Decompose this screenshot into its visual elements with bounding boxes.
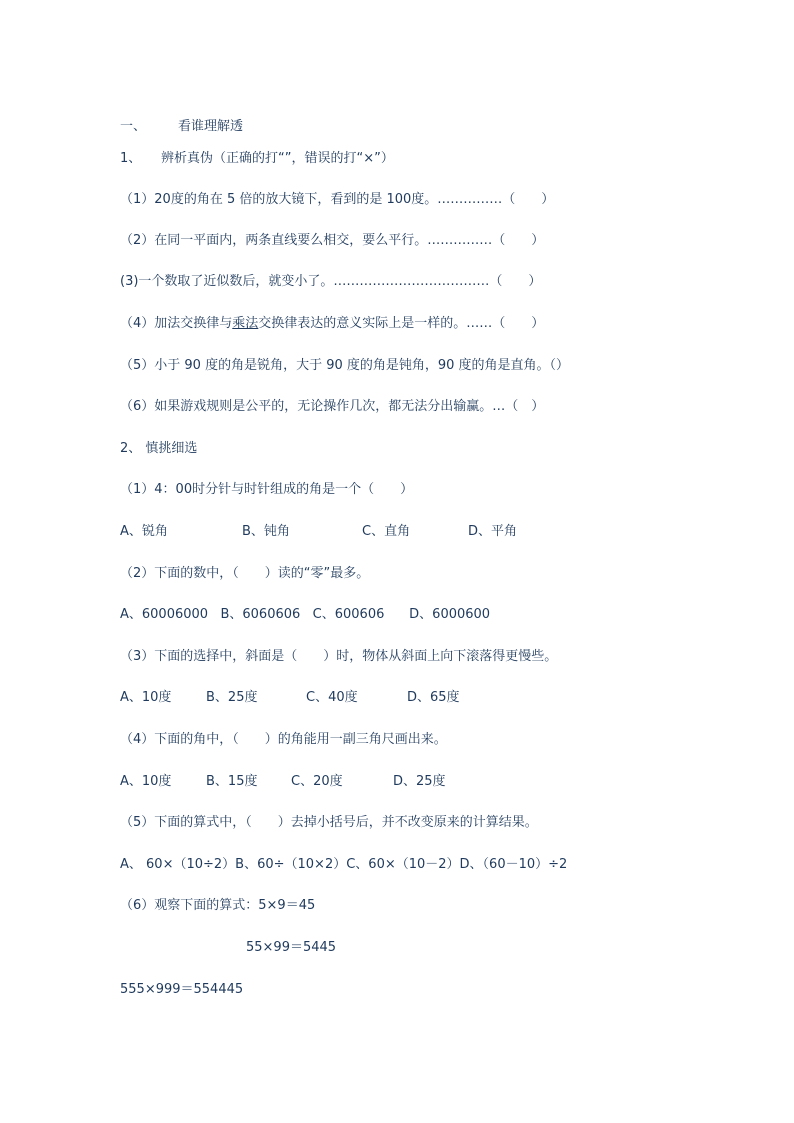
- q2-item-3: （3）下面的选择中，斜面是（ ）时，物体从斜面上向下滚落得更慢些。: [120, 649, 558, 664]
- q2-item-4: （4）下面的角中，（ ）的角能用一副三角尺画出来。: [120, 732, 447, 747]
- section1-number: 一、: [120, 119, 147, 134]
- option-c: C、20度: [291, 774, 343, 789]
- option-d: D、25度: [393, 774, 446, 789]
- q1-item-5: （5）小于 90 度的角是锐角，大于 90 度的角是钝角，90 度的角是直角。（）: [120, 358, 570, 373]
- q1-item-4: [120, 316, 544, 332]
- question2-title: 2、 慎挑细选: [120, 441, 198, 456]
- q1-item-2: （2）在同一平面内，两条直线要么相交，要么平行。……………（ ）: [120, 233, 545, 248]
- option-b: B、15度: [206, 774, 258, 789]
- option-c: C、40度: [306, 690, 358, 705]
- equation-2: 55×99＝5445: [246, 940, 337, 955]
- option-a: A、锐角: [120, 524, 168, 539]
- option-a: A、10度: [120, 690, 172, 705]
- equation-3: 555×999＝554445: [120, 982, 244, 997]
- q1-item-4-underlined: 乘法: [232, 316, 259, 331]
- option-a: A、10度: [120, 774, 172, 789]
- q2-item-1: （1）4：00时分针与时针组成的角是一个（ ）: [120, 482, 414, 497]
- option-d: D、平角: [468, 524, 518, 539]
- q2-options-5: A、 60×（10÷2）B、60÷（10×2）C、60×（10－2）D、（60－10）÷2: [120, 857, 568, 872]
- option-b: B、钝角: [242, 524, 290, 539]
- question1-title: 辨析真伪（正确的打“”，错误的打“×”）: [161, 151, 394, 166]
- question1-number: 1、: [120, 151, 142, 166]
- option-c: C、直角: [362, 524, 411, 539]
- q2-item-5: （5）下面的算式中，（ ）去掉小括号后，并不改变原来的计算结果。: [120, 815, 538, 830]
- q1-item-1: （1）20度的角在 5 倍的放大镜下，看到的是 100度。……………（ ）: [120, 192, 555, 207]
- q1-item-3: (3)一个数取了近似数后，就变小了。………………………………（ ）: [120, 274, 542, 289]
- section1-title: 看谁理解透: [178, 119, 244, 134]
- q2-options-2: A、60006000 B、6060606 C、600606 D、6000600: [120, 607, 491, 622]
- q2-item-2: （2）下面的数中，（ ）读的“零”最多。: [120, 566, 370, 581]
- option-d: D、65度: [407, 690, 460, 705]
- q1-item-4-pre: （4）加法交换律与: [120, 316, 233, 331]
- q1-item-4-post: 交换律表达的意义实际上是一样的。……（ ）: [258, 316, 545, 331]
- q2-item-6: （6）观察下面的算式：5×9＝45: [120, 898, 316, 913]
- q1-item-6: （6）如果游戏规则是公平的，无论操作几次，都无法分出输赢。…（ ）: [120, 399, 545, 414]
- option-b: B、25度: [206, 690, 258, 705]
